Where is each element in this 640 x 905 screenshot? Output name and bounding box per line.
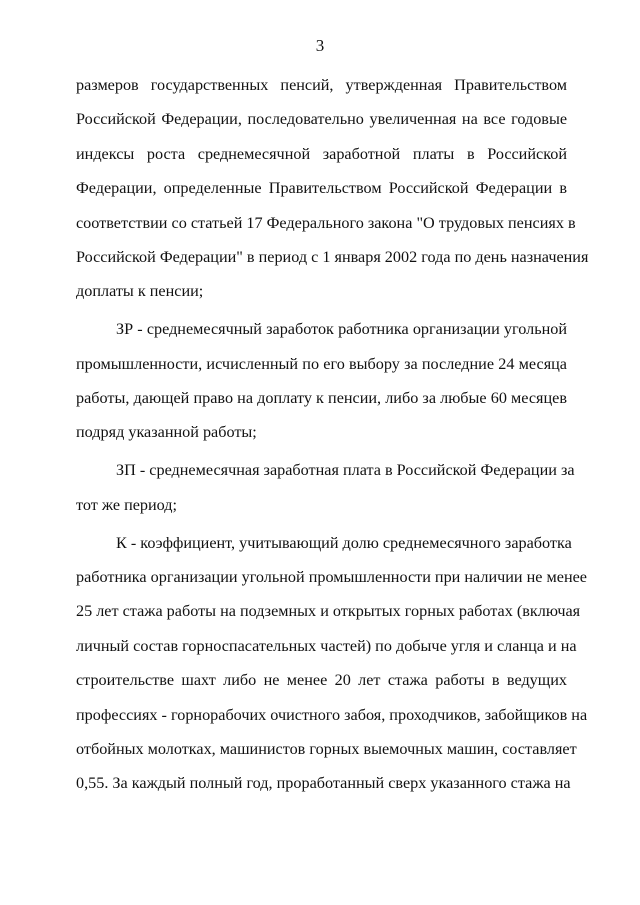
text-line: личный состав горноспасательных частей) по добыче угля и сланца и на [76,636,577,655]
text-line: ЗП - среднемесячная заработная плата в Российской Федерации за [116,461,575,480]
text-line: промышленности, исчисленный по его выбору за последние 24 месяца [76,354,567,373]
text-line: Федерации, определенные Правительством Российской Федерации в [76,179,567,198]
text-line: Российской Федерации" в период с 1 января 2002 года по день назначения [76,247,589,266]
text-line: отбойных молотках, машинистов горных выемочных машин, составляет [76,739,577,758]
text-line: соответствии со статьей 17 Федерального закона "О трудовых пенсиях в [76,213,576,232]
paragraph-k-coefficient [76,526,588,801]
text-line: работника организации угольной промышленности при наличии не менее [76,567,587,586]
text-line: профессиях - горнорабочих очистного забоя, проходчиков, забойщиков на [76,705,588,724]
text-line: 25 лет стажа работы на подземных и открытых горных работах (включая [76,602,581,621]
text-line: тот же период; [76,495,178,514]
text-line: подряд указанной работы; [76,423,257,442]
text-line: К - коэффициент, учитывающий долю среднемесячного заработка [116,533,572,552]
text-line: Российской Федерации, последовательно увеличенная на все годовые [76,110,567,129]
text-line: размеров государственных пенсий, утвержденная Правительством [76,76,567,94]
paragraph-pension-size [76,68,589,309]
text-line: 0,55. За каждый полный год, проработанный сверх указанного стажа на [76,774,571,793]
document-body [76,68,589,801]
text-line: работы, дающей право на доплату к пенсии, либо за любые 60 месяцев [76,389,567,408]
paragraph-zp-definition [76,453,575,522]
text-line: индексы роста среднемесячной заработной платы в Российской [76,144,567,163]
text-line: строительстве шахт либо не менее 20 лет стажа работы в ведущих [76,671,567,690]
text-line: доплаты к пенсии; [76,282,204,301]
text-line: ЗР - среднемесячный заработок работника организации угольной [116,320,567,339]
paragraph-zr-definition [76,312,567,450]
page-number: 3 [315,36,325,55]
